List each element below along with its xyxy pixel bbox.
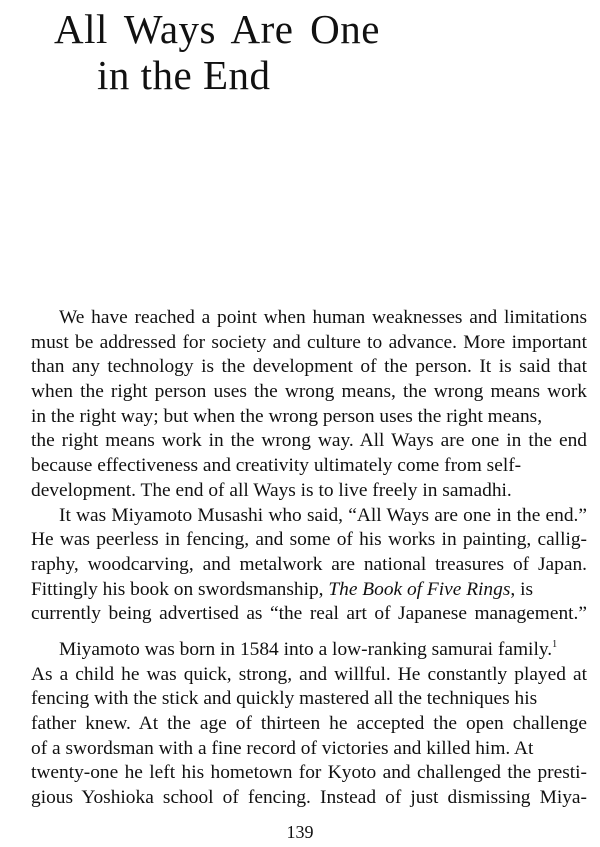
text-line: in the right way; but when the wrong person uses the right means,	[31, 405, 543, 427]
text-line: because effectiveness and creativity ultimately come from self-	[31, 455, 522, 477]
book-title: The Book of Five Rings	[328, 578, 511, 600]
text-line	[31, 578, 587, 603]
text-line: development. The end of all Ways is to live freely in samadhi.	[31, 479, 512, 501]
text-segment: Fittingly his book on swordsmanship,	[31, 578, 324, 600]
text-line	[31, 638, 587, 663]
chapter-title-line-1: All Ways Are One	[54, 6, 380, 52]
text-line: when the right person uses the wrong means, the wrong means work	[31, 381, 587, 403]
text-line: He was peerless in fencing, and some of his works in painting, callig-	[31, 529, 587, 551]
paragraph-2	[31, 504, 587, 627]
text-line: the right means work in the wrong way. All Ways are one in the end	[31, 430, 587, 452]
text-line: than any technology is the development of the person. It is said that	[31, 356, 587, 378]
chapter-title-line-2: in the End	[97, 52, 271, 98]
text-line: raphy, woodcarving, and metalwork are national treasures of Japan.	[31, 553, 587, 575]
text-line: It was Miyamoto Musashi who said, “All Ways are one in the end.”	[59, 504, 587, 526]
text-line: We have reached a point when human weaknesses and limitations	[59, 307, 587, 328]
paragraph-3	[31, 638, 587, 811]
body-text	[31, 306, 587, 811]
text-line: gious Yoshioka school of fencing. Instead of just dismissing Miya-	[31, 787, 587, 809]
page-number: 139	[286, 822, 314, 842]
text-line: fencing with the stick and quickly mastered all the techniques his	[31, 688, 538, 710]
text-line: currently being advertised as “the real art of Japanese management.”	[31, 603, 587, 625]
text-segment: Miyamoto was born in 1584 into a low-ranking samurai family.	[59, 638, 553, 660]
paragraph-1	[31, 306, 587, 504]
text-segment: , is	[510, 578, 534, 600]
text-line: twenty-one he left his hometown for Kyoto and challenged the presti-	[31, 762, 587, 784]
text-line: must be addressed for society and culture to advance. More important	[31, 331, 587, 353]
text-line: of a swordsman with a fine record of victories and killed him. At	[31, 737, 534, 759]
text-line: father knew. At the age of thirteen he accepted the open challenge	[31, 713, 587, 734]
text-line: As a child he was quick, strong, and willful. He constantly played at	[31, 663, 587, 685]
chapter-title	[0, 6, 600, 98]
footnote-reference: 1	[552, 638, 558, 650]
